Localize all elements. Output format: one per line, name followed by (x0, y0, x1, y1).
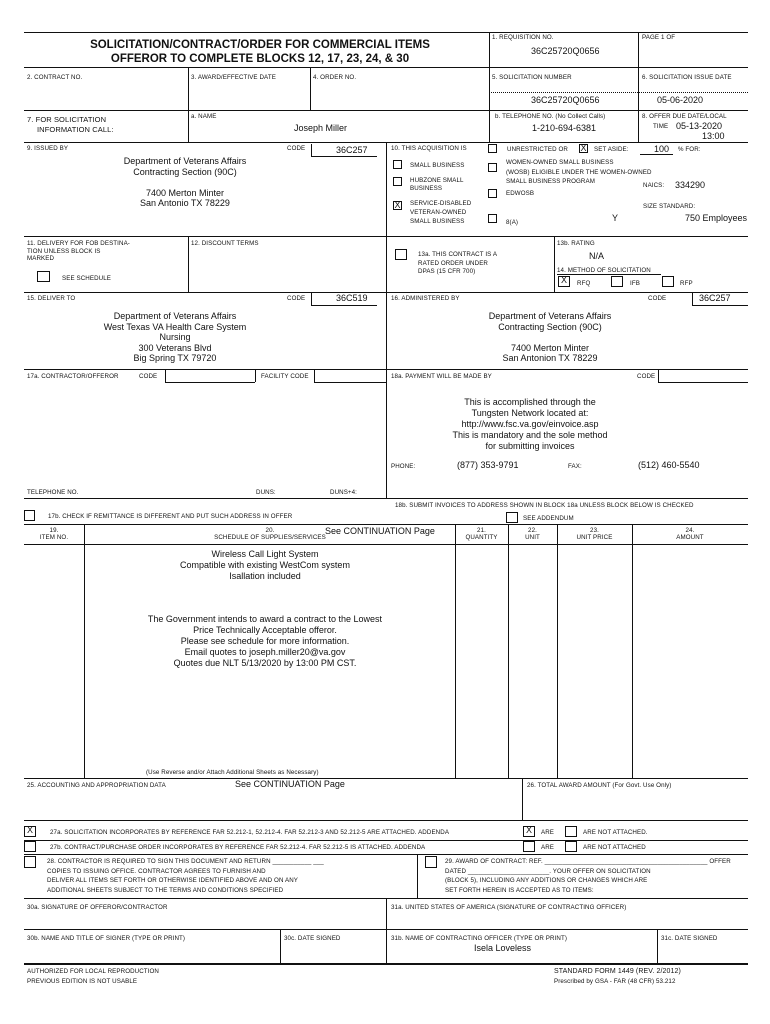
see-schedule-checkbox[interactable] (37, 271, 50, 282)
are-not-attached-checkbox[interactable] (565, 826, 577, 837)
contact-name-value[interactable]: Joseph Miller (294, 123, 348, 133)
clause-27a-label: 27a. SOLICITATION INCORPORATES BY REFERENCE FAR 52.212-1, 52.212-4. FAR 52.212-3 AND 52.212-5 ARE ATTACHED. ADDENDA (50, 829, 450, 836)
offer-due-date[interactable]: 05-13-2020 (676, 121, 723, 131)
clause-29-text: 29. AWARD OF CONTRACT: REF. ______________________________________________ OFFER DATED _______________________. YOUR OFFER ON SOLICITATION (BLOCK 5), INCLUDING ANY ADDITIONS OR CHANGES WHICH ARE SET FORTH HEREIN IS ACCEPTED AS TO ITEMS: (445, 858, 731, 894)
rating-label: 13b. RATING (557, 240, 595, 247)
form-title: SOLICITATION/CONTRACT/ORDER FOR COMMERCIAL ITEMS (90, 39, 430, 51)
rfp-label: RFP (680, 280, 693, 287)
are-not-attached-27b-checkbox[interactable] (565, 841, 577, 852)
set-aside-percent[interactable]: 100 (654, 144, 670, 154)
addendum-checkbox[interactable] (506, 512, 518, 523)
contact-name-label: a. NAME (191, 113, 217, 120)
solicitation-number-label: 5. SOLICITATION NUMBER (492, 74, 572, 81)
item-description: Wireless Call Light System Compatible with existing WestCom system Isallation included (180, 549, 350, 581)
are-attached-27b-label: ARE (541, 844, 555, 851)
issue-date-label: 6. SOLICITATION ISSUE DATE (642, 74, 732, 81)
footer-prescribed: Prescribed by GSA - FAR (48 CFR) 53.212 (554, 978, 676, 985)
edwosb-checkbox[interactable] (488, 189, 497, 198)
acquisition-label: 10. THIS ACQUISITION IS (391, 145, 467, 152)
remittance-label: 17b. CHECK IF REMITTANCE IS DIFFERENT AND PUT SUCH ADDRESS IN OFFER (48, 513, 293, 520)
hubzone-checkbox[interactable] (393, 177, 402, 186)
are-attached-label: ARE (541, 829, 555, 836)
rated-order-label: 13a. THIS CONTRACT IS A RATED ORDER UNDER DPAS (15 CFR 700) (418, 251, 498, 275)
award-date-label: 3. AWARD/EFFECTIVE DATE (191, 74, 276, 81)
total-award-label: 26. TOTAL AWARD AMOUNT (For Govt. Use Only) (527, 782, 672, 789)
unrestricted-checkbox[interactable] (488, 144, 497, 153)
payment-label: 18a. PAYMENT WILL BE MADE BY (391, 373, 492, 380)
amount-header: 24. AMOUNT (676, 527, 704, 541)
administered-by-label: 16. ADMINISTERED BY (391, 295, 460, 302)
quantity-header: 21. QUANTITY (465, 527, 498, 541)
officer-date-label: 31c. DATE SIGNED (661, 935, 718, 942)
contractor-telephone-label: TELEPHONE NO. (27, 489, 79, 496)
set-aside-label: SET ASIDE: (594, 146, 629, 153)
submit-invoices-label: 18b. SUBMIT INVOICES TO ADDRESS SHOWN IN BLOCK 18a UNLESS BLOCK BELOW IS CHECKED (395, 502, 694, 509)
award-notice: The Government intends to award a contract to the Lowest Price Technically Acceptable offeror. Please see schedule for more information. Email quotes to joseph.miller20@va.gov Quotes due NLT 5/13/2020 by 13:00 PM CST. (147, 614, 383, 668)
issue-date-value[interactable]: 05-06-2020 (657, 95, 704, 105)
signer-name-label: 30b. NAME AND TITLE OF SIGNER (TYPE OR PRINT) (27, 935, 186, 942)
rating-value[interactable]: N/A (589, 251, 605, 261)
deliver-code-label: CODE (287, 295, 306, 302)
requisition-value[interactable]: 36C25720Q0656 (531, 46, 600, 56)
hubzone-label: HUBZONE SMALL BUSINESS (410, 177, 464, 192)
percent-for-label: % FOR: (678, 146, 701, 153)
requisition-label: 1. REQUISITION NO. (492, 34, 554, 41)
wosb-checkbox[interactable] (488, 163, 497, 172)
remittance-checkbox[interactable] (24, 510, 35, 521)
telephone-label: b. TELEPHONE NO. (No Collect Calls) (495, 113, 606, 120)
eight-a-checkbox[interactable] (488, 214, 497, 223)
page-label: PAGE 1 OF (642, 34, 676, 41)
are-not-attached-label: ARE NOT ATTACHED. (583, 829, 648, 836)
small-business-checkbox[interactable] (393, 160, 402, 169)
contract-no-label: 2. CONTRACT NO. (27, 74, 83, 81)
are-attached-27b-checkbox[interactable] (523, 841, 535, 852)
offeror-signature-label: 30a. SIGNATURE OF OFFEROR/CONTRACTOR (27, 904, 168, 911)
unit-header: 22. UNIT (525, 527, 540, 541)
schedule-continuation: See CONTINUATION Page (325, 526, 435, 536)
payment-phone-label: PHONE: (391, 463, 416, 470)
duns4-label: DUNS+4: (330, 489, 358, 496)
schedule-header: 20. SCHEDULE OF SUPPLIES/SERVICES (214, 527, 326, 541)
sdvosb-label: SERVICE-DISABLED VETERAN-OWNED SMALL BUSINESS (410, 200, 472, 225)
officer-name-value[interactable]: Isela Loveless (474, 943, 532, 953)
naics-label: NAICS: (643, 182, 665, 189)
are-attached-checkbox[interactable]: X (523, 826, 535, 837)
reverse-note: (Use Reverse and/or Attach Additional Sheets as Necessary) (146, 769, 319, 776)
payment-code-label: CODE (637, 373, 656, 380)
ifb-checkbox[interactable] (611, 276, 623, 287)
size-standard-label: SIZE STANDARD: (643, 203, 696, 210)
rfq-checkbox[interactable]: X (558, 276, 570, 287)
method-label: 14. METHOD OF SOLICITATION (557, 267, 651, 274)
accounting-continuation: See CONTINUATION Page (235, 779, 345, 789)
clause-27b-label: 27b. CONTRACT/PURCHASE ORDER INCORPORATES BY REFERENCE FAR 52.212-4. FAR 52.212-5 IS ATTACHED. ADDENDA (50, 844, 426, 851)
time-label: TIME (653, 123, 669, 130)
see-schedule-label: SEE SCHEDULE (62, 275, 111, 282)
addendum-label: SEE ADDENDUM (523, 515, 574, 522)
info-call-label: 7. FOR SOLICITATION (27, 115, 107, 124)
wosb-label: WOMEN-OWNED SMALL BUSINESS (WOSB) ELIGIBLE UNDER THE WOMEN-OWNED SMALL BUSINESS PROGRAM (506, 159, 652, 185)
sdvosb-checkbox[interactable]: X (394, 200, 401, 210)
accounting-label: 25. ACCOUNTING AND APPROPRIATION DATA (27, 782, 166, 789)
issued-by-address: Department of Veterans Affairs Contracting Section (90C) 7400 Merton Minter San Antonio TX 78229 (123, 156, 247, 208)
payment-fax-value[interactable]: (512) 460-5540 (638, 460, 700, 470)
payment-instructions: This is accomplished through the Tungsten Network located at: http://www.fsc.va.gov/einvoice.asp This is mandatory and the sole method for submitting invoices (452, 397, 608, 451)
unrestricted-label: UNRESTRICTED OR (507, 146, 568, 153)
rfq-label: RFQ (577, 280, 591, 287)
footer-reproduction: AUTHORIZED FOR LOCAL REPRODUCTION (27, 968, 159, 975)
contractor-label: 17a. CONTRACTOR/OFFEROR (27, 373, 119, 380)
delivery-fob-label: 11. DELIVERY FOR FOB DESTINA- TION UNLESS BLOCK IS MARKED (27, 240, 130, 262)
naics-value[interactable]: 334290 (675, 180, 706, 190)
issued-code-value[interactable]: 36C257 (336, 145, 368, 155)
footer-form-number: STANDARD FORM 1449 (REV. 2/2012) (554, 968, 681, 975)
clause-27b-checkbox[interactable] (24, 841, 36, 852)
payment-phone-value[interactable]: (877) 353-9791 (457, 460, 519, 470)
solicitation-number-value[interactable]: 36C25720Q0656 (531, 95, 600, 105)
item-no-header: 19. ITEM NO. (39, 527, 69, 541)
deliver-to-address: Department of Veterans Affairs West Texas VA Health Care System Nursing 300 Veterans Blvd Big Spring TX 79720 (103, 311, 247, 363)
telephone-value[interactable]: 1-210-694-6381 (532, 123, 597, 133)
eight-a-label: 8(A) (506, 219, 519, 226)
payment-fax-label: FAX: (568, 463, 582, 470)
facility-code-label: FACILITY CODE (261, 373, 309, 380)
clause-29-checkbox[interactable] (425, 856, 437, 868)
info-call-label-2: INFORMATION CALL: (37, 125, 114, 134)
deliver-code-value[interactable]: 36C519 (336, 293, 368, 303)
footer-edition: PREVIOUS EDITION IS NOT USABLE (27, 978, 138, 985)
officer-signature-label: 31a. UNITED STATES OF AMERICA (SIGNATURE OF CONTRACTING OFFICER) (391, 904, 627, 911)
contractor-code-label: CODE (139, 373, 158, 380)
clause-27a-checkbox[interactable]: X (24, 826, 36, 837)
discount-terms-label: 12. DISCOUNT TERMS (191, 240, 259, 247)
offeror-date-label: 30c. DATE SIGNED (284, 935, 341, 942)
deliver-to-label: 15. DELIVER TO (27, 295, 76, 302)
administered-by-address: Department of Veterans Affairs Contracting Section (90C) 7400 Merton Minter San Antonion TX 78229 (488, 311, 612, 363)
officer-name-label: 31b. NAME OF CONTRACTING OFFICER (TYPE OR PRINT) (391, 935, 567, 942)
small-business-label: SMALL BUSINESS (410, 162, 465, 169)
duns-label: DUNS: (256, 489, 276, 496)
unit-price-header: 23. UNIT PRICE (576, 527, 613, 541)
issued-by-label: 9. ISSUED BY (27, 145, 69, 152)
administered-code-label: CODE (648, 295, 667, 302)
administered-code-value[interactable]: 36C257 (699, 293, 731, 303)
edwosb-label: EDWOSB (506, 190, 535, 197)
order-no-label: 4. ORDER NO. (313, 74, 357, 81)
eight-a-value[interactable]: Y (612, 213, 619, 223)
offer-due-label: 8. OFFER DUE DATE/LOCAL (642, 113, 727, 120)
set-aside-checkbox[interactable]: X (580, 143, 587, 153)
form-subtitle: OFFEROR TO COMPLETE BLOCKS 12, 17, 23, 24, & 30 (110, 53, 410, 65)
rated-order-checkbox[interactable] (395, 249, 407, 260)
offer-due-time[interactable]: 13:00 (702, 131, 725, 141)
clause-28-text: 28. CONTRACTOR IS REQUIRED TO SIGN THIS DOCUMENT AND RETURN ___________ ___ COPIES TO ISSUING OFFICE. CONTRACTOR AGREES TO FURNISH AND DELIVER ALL ITEMS SET FORTH OR OTHERWISE IDENTIFIED ABOVE AND ON ANY ADDITIONAL SHEETS SUBJECT TO THE TERMS AND CONDITIONS SPECIFIED (47, 858, 324, 894)
size-standard-value[interactable]: 750 Employees (685, 213, 748, 223)
rfp-checkbox[interactable] (662, 276, 674, 287)
issued-code-label: CODE (287, 145, 306, 152)
clause-28-checkbox[interactable] (24, 856, 36, 868)
ifb-label: IFB (630, 280, 640, 287)
are-not-attached-27b-label: ARE NOT ATTACHED (583, 844, 646, 851)
